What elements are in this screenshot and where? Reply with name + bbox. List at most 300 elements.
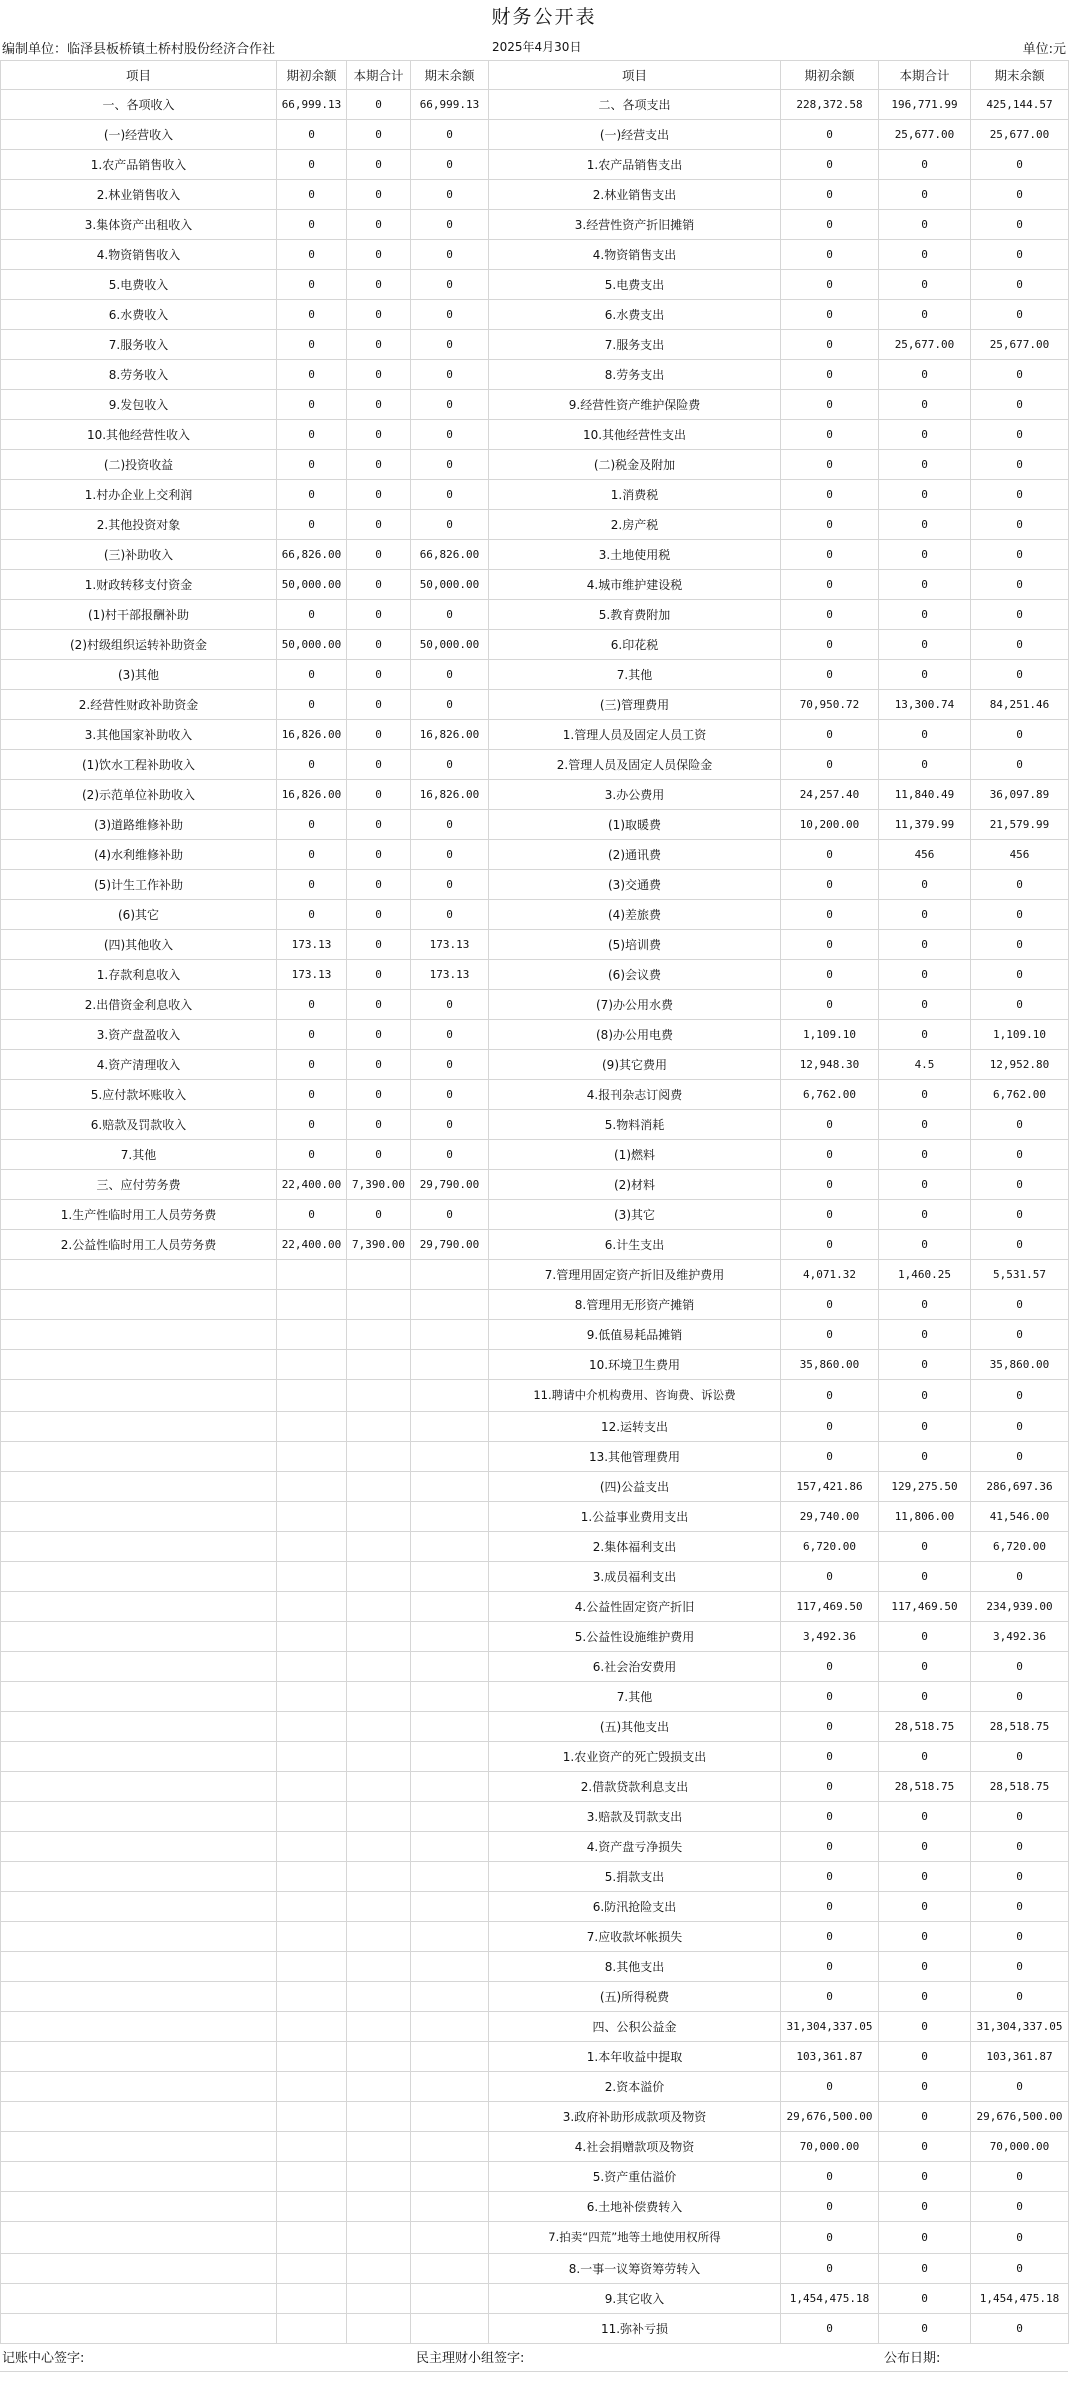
cell-expense-opening: 0 — [781, 1952, 879, 1982]
table-row — [1, 1472, 1069, 1502]
cell-income-period — [347, 2284, 411, 2314]
cell-expense-item: 1.农产品销售支出 — [489, 150, 781, 180]
cell-expense-closing: 0 — [971, 720, 1069, 750]
cell-income-opening — [277, 1502, 347, 1532]
cell-expense-opening: 0 — [781, 660, 879, 690]
cell-income-item: (1)饮水工程补助收入 — [1, 750, 277, 780]
cell-expense-item: (一)经营支出 — [489, 120, 781, 150]
cell-income-item: 8.劳务收入 — [1, 360, 277, 390]
cell-income-opening — [277, 1652, 347, 1682]
cell-income-item — [1, 1952, 277, 1982]
cell-income-period — [347, 2132, 411, 2162]
cell-expense-period: 0 — [879, 1892, 971, 1922]
cell-income-period — [347, 1832, 411, 1862]
cell-expense-item: 8.管理用无形资产摊销 — [489, 1290, 781, 1320]
cell-expense-item: 5.资产重估溢价 — [489, 2162, 781, 2192]
cell-expense-item: 5.电费支出 — [489, 270, 781, 300]
cell-income-closing — [411, 1412, 489, 1442]
cell-expense-opening: 0 — [781, 2222, 879, 2254]
cell-income-opening: 22,400.00 — [277, 1230, 347, 1260]
header-income-closing: 期末余额 — [411, 61, 489, 90]
cell-income-opening: 0 — [277, 690, 347, 720]
cell-income-opening: 0 — [277, 360, 347, 390]
cell-income-opening — [277, 1320, 347, 1350]
cell-expense-opening: 0 — [781, 1832, 879, 1862]
cell-income-opening: 0 — [277, 660, 347, 690]
cell-income-closing — [411, 1862, 489, 1892]
cell-income-closing: 0 — [411, 420, 489, 450]
cell-income-item — [1, 1922, 277, 1952]
cell-expense-period: 0 — [879, 2254, 971, 2284]
cell-expense-closing: 0 — [971, 540, 1069, 570]
cell-income-opening: 173.13 — [277, 960, 347, 990]
cell-expense-period: 0 — [879, 2222, 971, 2254]
cell-income-item: (四)其他收入 — [1, 930, 277, 960]
cell-income-closing: 50,000.00 — [411, 570, 489, 600]
cell-income-opening — [277, 1922, 347, 1952]
cell-income-opening — [277, 1260, 347, 1290]
cell-expense-item: 3.政府补助形成款项及物资 — [489, 2102, 781, 2132]
cell-income-closing — [411, 1682, 489, 1712]
cell-income-period — [347, 1412, 411, 1442]
cell-expense-item: 9.其它收入 — [489, 2284, 781, 2314]
cell-income-period — [347, 1502, 411, 1532]
table-row — [1, 1080, 1069, 1110]
table-row — [1, 2132, 1069, 2162]
cell-expense-opening: 6,762.00 — [781, 1080, 879, 1110]
cell-income-item: (5)计生工作补助 — [1, 870, 277, 900]
cell-income-period: 0 — [347, 1200, 411, 1230]
cell-expense-closing: 0 — [971, 390, 1069, 420]
cell-income-period: 7,390.00 — [347, 1170, 411, 1200]
cell-expense-opening: 0 — [781, 570, 879, 600]
cell-expense-period: 0 — [879, 1562, 971, 1592]
cell-expense-item: (3)交通费 — [489, 870, 781, 900]
cell-income-item — [1, 2192, 277, 2222]
table-row — [1, 1982, 1069, 2012]
cell-income-period — [347, 2072, 411, 2102]
cell-expense-item: (5)培训费 — [489, 930, 781, 960]
cell-expense-item: (五)其他支出 — [489, 1712, 781, 1742]
cell-income-period: 0 — [347, 300, 411, 330]
cell-expense-period: 11,840.49 — [879, 780, 971, 810]
cell-income-closing — [411, 2162, 489, 2192]
table-row — [1, 2042, 1069, 2072]
table-row — [1, 1502, 1069, 1532]
cell-income-opening — [277, 1442, 347, 1472]
table-row — [1, 780, 1069, 810]
cell-income-item — [1, 1892, 277, 1922]
cell-expense-opening: 0 — [781, 270, 879, 300]
cell-income-period — [347, 1592, 411, 1622]
cell-expense-item: 4.物资销售支出 — [489, 240, 781, 270]
cell-income-opening: 0 — [277, 210, 347, 240]
cell-expense-closing: 0 — [971, 1140, 1069, 1170]
table-row — [1, 2254, 1069, 2284]
cell-expense-opening: 0 — [781, 1742, 879, 1772]
table-row — [1, 180, 1069, 210]
cell-income-opening: 0 — [277, 810, 347, 840]
cell-expense-period: 456 — [879, 840, 971, 870]
table-row — [1, 900, 1069, 930]
cell-income-period: 0 — [347, 270, 411, 300]
cell-expense-period: 129,275.50 — [879, 1472, 971, 1502]
cell-expense-opening: 0 — [781, 750, 879, 780]
cell-expense-item: 13.其他管理费用 — [489, 1442, 781, 1472]
cell-expense-period: 0 — [879, 1532, 971, 1562]
cell-expense-closing: 0 — [971, 450, 1069, 480]
cell-income-closing — [411, 1592, 489, 1622]
cell-expense-period: 0 — [879, 180, 971, 210]
table-row — [1, 510, 1069, 540]
cell-expense-period: 0 — [879, 930, 971, 960]
cell-expense-closing: 29,676,500.00 — [971, 2102, 1069, 2132]
cell-expense-closing: 0 — [971, 1170, 1069, 1200]
cell-income-closing: 0 — [411, 1140, 489, 1170]
table-row — [1, 1712, 1069, 1742]
cell-income-period — [347, 1712, 411, 1742]
cell-income-closing: 0 — [411, 990, 489, 1020]
header-expense-closing: 期末余额 — [971, 61, 1069, 90]
cell-expense-item: (2)材料 — [489, 1170, 781, 1200]
cell-income-period: 0 — [347, 960, 411, 990]
cell-expense-opening: 35,860.00 — [781, 1350, 879, 1380]
table-row — [1, 2192, 1069, 2222]
cell-income-period: 0 — [347, 1080, 411, 1110]
cell-income-opening: 50,000.00 — [277, 570, 347, 600]
cell-expense-opening: 0 — [781, 210, 879, 240]
cell-expense-opening: 0 — [781, 870, 879, 900]
cell-expense-period: 0 — [879, 2284, 971, 2314]
cell-income-closing: 0 — [411, 1110, 489, 1140]
table-row — [1, 1260, 1069, 1290]
header-income-item: 项目 — [1, 61, 277, 90]
cell-income-opening: 0 — [277, 240, 347, 270]
cell-expense-item: 4.城市维护建设税 — [489, 570, 781, 600]
cell-income-opening — [277, 1350, 347, 1380]
table-row — [1, 2222, 1069, 2254]
cell-expense-closing: 28,518.75 — [971, 1772, 1069, 1802]
cell-expense-period: 0 — [879, 1652, 971, 1682]
table-row — [1, 600, 1069, 630]
cell-income-period: 0 — [347, 180, 411, 210]
cell-expense-closing: 0 — [971, 2162, 1069, 2192]
cell-expense-period: 28,518.75 — [879, 1772, 971, 1802]
cell-income-closing: 0 — [411, 870, 489, 900]
cell-income-item — [1, 1472, 277, 1502]
cell-expense-closing: 12,952.80 — [971, 1050, 1069, 1080]
cell-expense-closing: 3,492.36 — [971, 1622, 1069, 1652]
cell-expense-opening: 31,304,337.05 — [781, 2012, 879, 2042]
cell-expense-opening: 0 — [781, 1442, 879, 1472]
cell-income-period — [347, 1380, 411, 1412]
cell-income-period: 0 — [347, 390, 411, 420]
table-row — [1, 1922, 1069, 1952]
cell-expense-closing: 0 — [971, 1412, 1069, 1442]
cell-income-closing: 0 — [411, 900, 489, 930]
cell-expense-opening: 0 — [781, 2254, 879, 2284]
cell-income-opening — [277, 2102, 347, 2132]
cell-income-opening — [277, 1532, 347, 1562]
cell-expense-closing: 103,361.87 — [971, 2042, 1069, 2072]
cell-expense-period: 0 — [879, 960, 971, 990]
cell-income-item: (4)水利维修补助 — [1, 840, 277, 870]
cell-expense-opening: 0 — [781, 720, 879, 750]
cell-income-item: 2.经营性财政补助资金 — [1, 690, 277, 720]
cell-expense-item: (9)其它费用 — [489, 1050, 781, 1080]
cell-expense-item: 7.应收款坏帐损失 — [489, 1922, 781, 1952]
cell-income-closing — [411, 2102, 489, 2132]
cell-income-item — [1, 1982, 277, 2012]
table-row — [1, 90, 1069, 120]
cell-expense-item: (二)税金及附加 — [489, 450, 781, 480]
cell-income-period — [347, 2042, 411, 2072]
cell-income-closing: 0 — [411, 150, 489, 180]
cell-income-opening — [277, 1862, 347, 1892]
cell-income-item — [1, 1350, 277, 1380]
table-row — [1, 210, 1069, 240]
cell-income-closing — [411, 1502, 489, 1532]
cell-expense-closing: 0 — [971, 870, 1069, 900]
cell-income-item — [1, 2284, 277, 2314]
table-row — [1, 570, 1069, 600]
cell-expense-period: 0 — [879, 1290, 971, 1320]
cell-expense-closing: 0 — [971, 2072, 1069, 2102]
header-expense-period: 本期合计 — [879, 61, 971, 90]
cell-expense-period: 0 — [879, 2192, 971, 2222]
cell-expense-opening: 228,372.58 — [781, 90, 879, 120]
cell-income-item: 6.水费收入 — [1, 300, 277, 330]
cell-expense-item: 二、各项支出 — [489, 90, 781, 120]
cell-income-closing — [411, 1922, 489, 1952]
cell-expense-closing: 6,762.00 — [971, 1080, 1069, 1110]
cell-income-period: 0 — [347, 780, 411, 810]
cell-expense-item: (7)办公用水费 — [489, 990, 781, 1020]
cell-income-item: 1.财政转移支付资金 — [1, 570, 277, 600]
cell-expense-opening: 0 — [781, 510, 879, 540]
cell-income-period: 0 — [347, 540, 411, 570]
cell-income-period — [347, 1260, 411, 1290]
cell-expense-opening: 12,948.30 — [781, 1050, 879, 1080]
cell-expense-closing: 0 — [971, 360, 1069, 390]
cell-expense-opening: 70,950.72 — [781, 690, 879, 720]
cell-income-opening: 0 — [277, 180, 347, 210]
cell-expense-closing: 0 — [971, 1922, 1069, 1952]
cell-expense-period: 0 — [879, 2162, 971, 2192]
cell-income-opening — [277, 1592, 347, 1622]
cell-expense-period: 0 — [879, 1832, 971, 1862]
table-row — [1, 1020, 1069, 1050]
cell-expense-closing: 0 — [971, 750, 1069, 780]
cell-income-closing — [411, 1832, 489, 1862]
cell-expense-closing: 25,677.00 — [971, 120, 1069, 150]
cell-expense-item: 3.经营性资产折旧摊销 — [489, 210, 781, 240]
table-row — [1, 1140, 1069, 1170]
cell-income-period: 0 — [347, 1140, 411, 1170]
cell-income-period: 0 — [347, 660, 411, 690]
cell-expense-period: 0 — [879, 600, 971, 630]
cell-expense-period: 0 — [879, 1982, 971, 2012]
cell-income-closing: 0 — [411, 480, 489, 510]
cell-expense-closing: 234,939.00 — [971, 1592, 1069, 1622]
cell-expense-opening: 3,492.36 — [781, 1622, 879, 1652]
cell-income-opening: 173.13 — [277, 930, 347, 960]
cell-expense-closing: 0 — [971, 960, 1069, 990]
cell-income-period: 0 — [347, 240, 411, 270]
cell-expense-closing: 0 — [971, 1290, 1069, 1320]
cell-income-item: 2.其他投资对象 — [1, 510, 277, 540]
cell-expense-opening: 0 — [781, 990, 879, 1020]
table-row — [1, 420, 1069, 450]
cell-expense-opening: 0 — [781, 1230, 879, 1260]
cell-income-period — [347, 1742, 411, 1772]
page-title: 财务公开表 — [491, 6, 597, 28]
cell-expense-opening: 103,361.87 — [781, 2042, 879, 2072]
cell-income-item — [1, 1380, 277, 1412]
cell-expense-period: 0 — [879, 1442, 971, 1472]
cell-income-item — [1, 1290, 277, 1320]
cell-expense-closing: 0 — [971, 1110, 1069, 1140]
cell-income-closing — [411, 1772, 489, 1802]
cell-expense-opening: 0 — [781, 600, 879, 630]
cell-expense-closing: 0 — [971, 1832, 1069, 1862]
cell-income-item: (2)示范单位补助收入 — [1, 780, 277, 810]
cell-income-closing: 0 — [411, 690, 489, 720]
cell-expense-period: 0 — [879, 720, 971, 750]
cell-expense-closing: 0 — [971, 1742, 1069, 1772]
cell-expense-closing: 0 — [971, 1200, 1069, 1230]
cell-expense-period: 0 — [879, 1412, 971, 1442]
publish-date: 公布日期: — [884, 2351, 941, 2366]
cell-expense-item: 7.服务支出 — [489, 330, 781, 360]
cell-expense-item: 6.防汛抢险支出 — [489, 1892, 781, 1922]
cell-expense-opening: 0 — [781, 1682, 879, 1712]
cell-income-item — [1, 2042, 277, 2072]
cell-income-opening — [277, 1952, 347, 1982]
cell-income-item: 5.应付款坏账收入 — [1, 1080, 277, 1110]
cell-income-period — [347, 2254, 411, 2284]
cell-income-period — [347, 1622, 411, 1652]
cell-income-closing — [411, 1290, 489, 1320]
cell-expense-opening: 1,109.10 — [781, 1020, 879, 1050]
cell-income-item: (3)道路维修补助 — [1, 810, 277, 840]
cell-expense-item: 6.土地补偿费转入 — [489, 2192, 781, 2222]
cell-income-closing: 0 — [411, 270, 489, 300]
cell-expense-closing: 28,518.75 — [971, 1712, 1069, 1742]
cell-income-closing: 0 — [411, 180, 489, 210]
cell-expense-item: (3)其它 — [489, 1200, 781, 1230]
cell-income-closing — [411, 1802, 489, 1832]
cell-income-period — [347, 2192, 411, 2222]
cell-expense-item: 10.其他经营性支出 — [489, 420, 781, 450]
cell-expense-closing: 41,546.00 — [971, 1502, 1069, 1532]
cell-expense-opening: 0 — [781, 1982, 879, 2012]
table-row — [1, 750, 1069, 780]
cell-income-item: 3.集体资产出租收入 — [1, 210, 277, 240]
cell-income-closing — [411, 1892, 489, 1922]
cell-income-opening — [277, 1380, 347, 1412]
signature-footer — [0, 2339, 1088, 2371]
cell-expense-opening: 0 — [781, 1652, 879, 1682]
cell-income-period: 0 — [347, 570, 411, 600]
cell-expense-item: 7.拍卖“四荒”地等土地使用权所得 — [489, 2222, 781, 2254]
cell-income-closing: 0 — [411, 300, 489, 330]
table-row — [1, 810, 1069, 840]
cell-income-opening: 0 — [277, 840, 347, 870]
cell-expense-closing: 0 — [971, 570, 1069, 600]
cell-expense-opening: 0 — [781, 330, 879, 360]
cell-expense-period: 0 — [879, 2314, 971, 2344]
cell-income-item: (3)其他 — [1, 660, 277, 690]
cell-income-opening — [277, 2072, 347, 2102]
cell-expense-item: (三)管理费用 — [489, 690, 781, 720]
cell-expense-closing: 0 — [971, 1862, 1069, 1892]
cell-income-closing — [411, 2042, 489, 2072]
cell-income-period: 0 — [347, 690, 411, 720]
cell-income-item — [1, 1832, 277, 1862]
cell-income-closing — [411, 1652, 489, 1682]
cell-expense-opening: 10,200.00 — [781, 810, 879, 840]
cell-income-item — [1, 1862, 277, 1892]
cell-income-period — [347, 1472, 411, 1502]
cell-expense-closing: 0 — [971, 630, 1069, 660]
table-row — [1, 540, 1069, 570]
table-row — [1, 1562, 1069, 1592]
cell-expense-opening: 0 — [781, 1712, 879, 1742]
cell-income-item — [1, 1622, 277, 1652]
cell-income-closing — [411, 1320, 489, 1350]
cell-income-opening: 66,826.00 — [277, 540, 347, 570]
cell-income-item: 1.生产性临时用工人员劳务费 — [1, 1200, 277, 1230]
cell-expense-closing: 0 — [971, 1380, 1069, 1412]
cell-income-item: 三、应付劳务费 — [1, 1170, 277, 1200]
cell-income-opening — [277, 2222, 347, 2254]
cell-expense-period: 1,460.25 — [879, 1260, 971, 1290]
cell-expense-item: 四、公积公益金 — [489, 2012, 781, 2042]
cell-expense-item: 2.管理人员及固定人员保险金 — [489, 750, 781, 780]
table-row — [1, 720, 1069, 750]
cell-income-opening: 0 — [277, 480, 347, 510]
cell-expense-item: 5.教育费附加 — [489, 600, 781, 630]
cell-expense-opening: 0 — [781, 1892, 879, 1922]
cell-income-closing: 173.13 — [411, 930, 489, 960]
cell-income-period: 0 — [347, 120, 411, 150]
cell-expense-item: 6.印花税 — [489, 630, 781, 660]
cell-income-opening — [277, 1562, 347, 1592]
cell-expense-period: 11,806.00 — [879, 1502, 971, 1532]
cell-expense-closing: 0 — [971, 150, 1069, 180]
cell-expense-closing: 25,677.00 — [971, 330, 1069, 360]
cell-expense-period: 0 — [879, 630, 971, 660]
cell-income-opening: 0 — [277, 1080, 347, 1110]
cell-expense-opening: 0 — [781, 1380, 879, 1412]
cell-income-item: 1.存款利息收入 — [1, 960, 277, 990]
cell-expense-period: 0 — [879, 1952, 971, 1982]
cell-expense-opening: 0 — [781, 360, 879, 390]
cell-income-period: 0 — [347, 990, 411, 1020]
cell-income-item: 3.其他国家补助收入 — [1, 720, 277, 750]
cell-income-period: 0 — [347, 720, 411, 750]
cell-expense-opening: 0 — [781, 1412, 879, 1442]
cell-expense-item: 8.其他支出 — [489, 1952, 781, 1982]
cell-income-item — [1, 2072, 277, 2102]
cell-expense-closing: 0 — [971, 2192, 1069, 2222]
cell-income-opening — [277, 1682, 347, 1712]
cell-expense-opening: 0 — [781, 1802, 879, 1832]
cell-income-closing: 16,826.00 — [411, 720, 489, 750]
cell-expense-item: 6.计生支出 — [489, 1230, 781, 1260]
cell-expense-item: 5.公益性设施维护费用 — [489, 1622, 781, 1652]
